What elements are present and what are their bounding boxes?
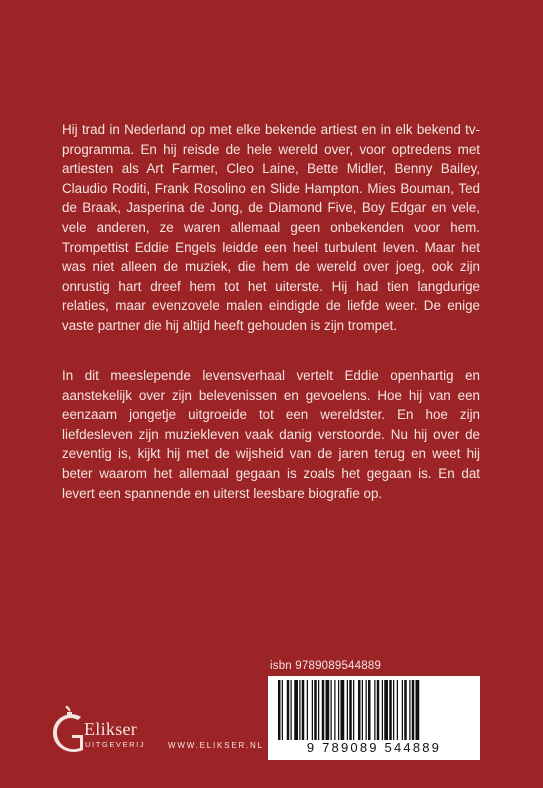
publisher-subtitle: UITGEVERIJ bbox=[85, 740, 146, 749]
barcode-digits: 9 789089 544889 bbox=[306, 740, 442, 755]
barcode-panel bbox=[268, 676, 480, 760]
publisher-website: WWW.ELIKSER.NL bbox=[168, 741, 264, 750]
barcode-bars bbox=[274, 680, 474, 742]
publisher-name: Elikser bbox=[84, 719, 138, 739]
isbn-label: isbn 9789089544889 bbox=[270, 660, 382, 672]
barcode-block bbox=[268, 660, 480, 760]
blurb-paragraph-2: In dit meeslepende levensverhaal vertelt Eddie openhartig en aanstekelijk over zijn belevenissen en gevoelens. Hoe hij van een eenzaam jongetje uitgroeide tot een wereldster. En hoe zijn liefdesleven zijn muziekleven vaak danig verstoorde. Nu hij over de zeventig is, kijkt hij met de wijsheid van de jaren terug en weet hij beter waarom het allemaal gegaan is zoals het gegaan is. En dat levert een spannende en uiterst leesbare biografie op. bbox=[62, 368, 480, 501]
blurb-paragraph-1: Hij trad in Nederland op met elke bekende artiest en in elk bekend tv-programma. En hij reisde de hele wereld over, voor optredens met artiesten als Art Farmer, Cleo Laine, Bette Midler, Benny Bailey, Claudio Roditi, Frank Rosolino en Slide Hampton. Mies Bouman, Ted de Braak, Jasperina de Jong, de Diamond Five, Boy Edgar en vele, vele anderen, ze waren allemaal geen onbekenden voor hem. Trompettist Eddie Engels leidde een heel turbulent leven. Maar het was niet alleen de muziek, die hem de wereld over joeg, ook zijn onrustig hart dreef hem tot het uiterste. Hij had tien langdurige relaties, maar evenzovele malen eindigde de liefde weer. De enige vaste partner die hij altijd heeft gehouden is zijn trompet. bbox=[62, 122, 480, 333]
